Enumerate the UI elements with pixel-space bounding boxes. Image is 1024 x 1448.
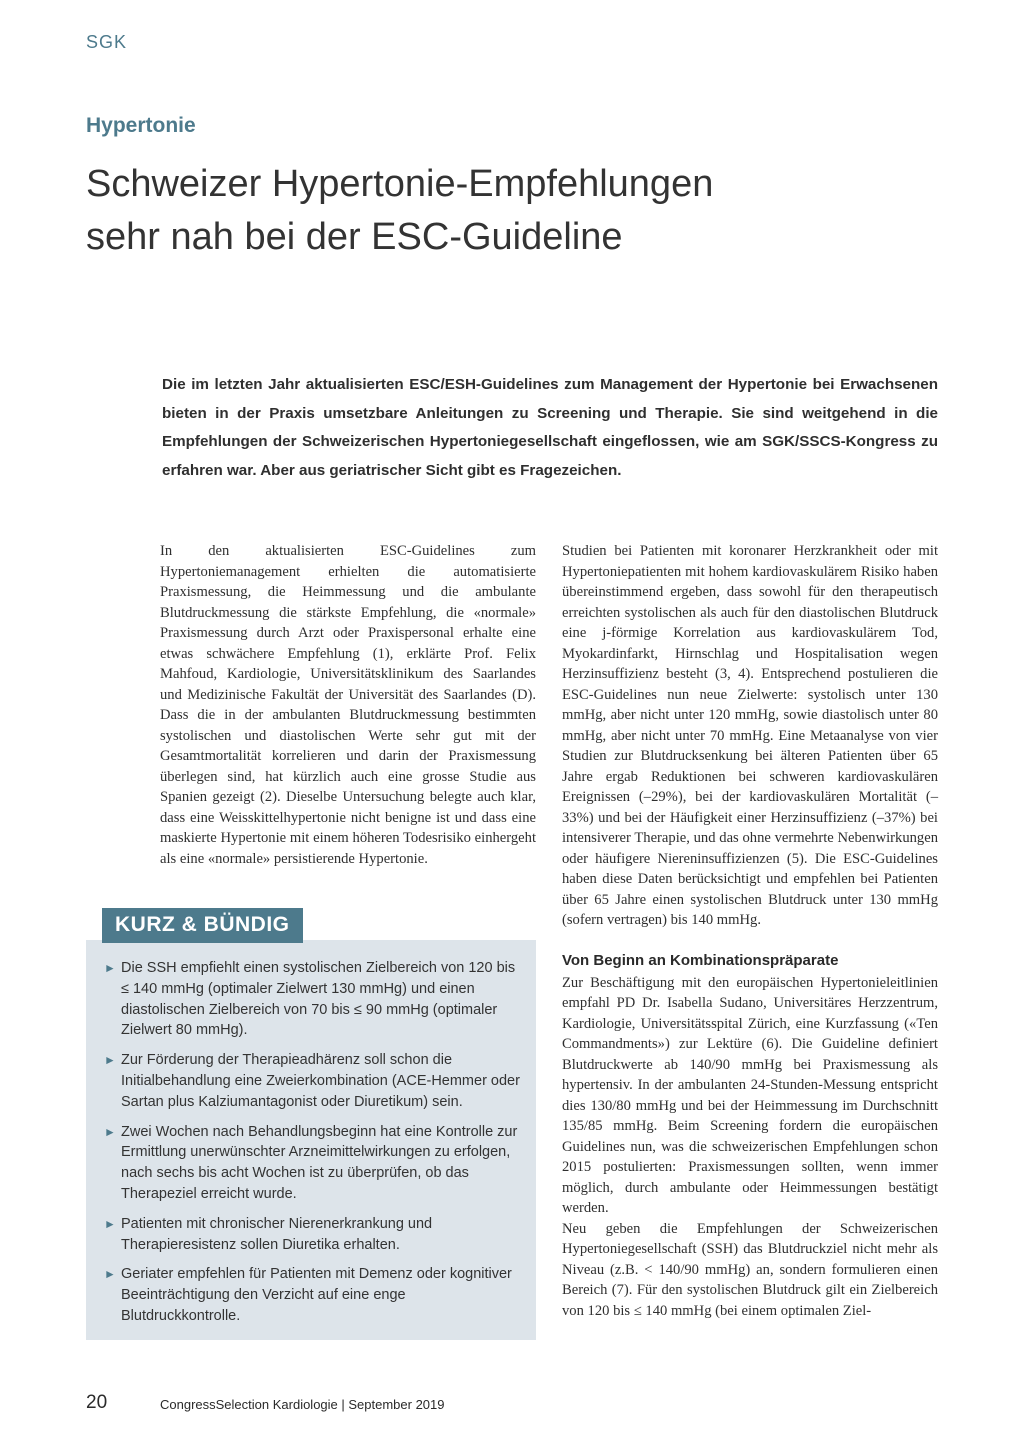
summary-box-label: KURZ & BÜNDIG [102, 908, 303, 943]
triangle-bullet-icon: ► [104, 1267, 116, 1282]
summary-list [104, 958, 524, 1336]
triangle-bullet-icon: ► [104, 1124, 116, 1139]
right-column [562, 541, 938, 1321]
summary-item-text: Die SSH empfiehlt einen systolischen Zielbereich von 120 bis ≤ 140 mmHg (optimaler Zielwert 130 mmHg) und einen diastolischen Zielbereich von 70 bis ≤ 90 mmHg (optimaler Zielwert 80 mmHg). [121, 960, 516, 1039]
page-number: 20 [86, 1392, 108, 1413]
summary-item-text: Patienten mit chronischer Nierenerkrankung und Therapieresistenz sollen Diuretika erhalten. [121, 1215, 433, 1253]
summary-item-text: Geriater empfehlen für Patienten mit Demenz oder kognitiver Beeinträchtigung den Verzicht auf eine enge Blutdruckkontrolle. [121, 1266, 512, 1324]
article-kicker: Hypertonie [86, 114, 196, 137]
summary-item [104, 958, 524, 1041]
article-lead: Die im letzten Jahr aktualisierten ESC/ESH-Guidelines zum Management der Hypertonie bei Erwachsenen bieten in der Praxis umsetzbare Anleitungen zu Screening und Therapie. Sie sind weitgehend in die Empfehlungen der Schweizerischen Hypertoniegesellschaft eingeflossen, wie am SGK/SSCS-Kongress zu erfahren war. Aber aus geriatrischer Sicht gibt es Fragezeichen. [162, 376, 938, 479]
triangle-bullet-icon: ► [104, 1053, 116, 1068]
summary-item [104, 1264, 524, 1326]
publication-footer: CongressSelection Kardiologie | September 2019 [160, 1397, 445, 1412]
left-paragraph: In den aktualisierten ESC-Guidelines zum Hypertoniemanagement erhielten die automatisierte Praxismessung, die Heimmessung und die ambulante Blutdruckmessung die stärkste Empfehlung, die «normale» Praxismessung durch Arzt oder Praxispersonal erhalte eine etwas schwächere Empfehlung (1), erklärte Prof. Felix Mahfoud, Kardiologie, Universitätsklinikum des Saarlandes und Medizinische Fakultät der Universität des Saarlandes (D). Dass die in der ambulanten Blutdruckmessung bestimmten systolischen und diastolischen Werte sehr gut mit der Gesamtmortalität korrelieren und darin der Praxismessung überlegen sind, hat kürzlich auch eine grosse Studie aus Spanien gezeigt (2). Dieselbe Untersuchung belegte auch klar, dass eine Weisskittelhypertonie nicht benigne ist und dass eine maskierte Hypertonie mit einem höheren Todesrisiko einhergeht als eine «normale» persistierende Hypertonie. [160, 543, 536, 867]
title-line-2: sehr nah bei der ESC-Guideline [86, 216, 623, 258]
right-paragraph-2: Zur Beschäftigung mit den europäischen Hypertonieleitlinien empfahl PD Dr. Isabella Sudano, Universitäres Herzzentrum, Kardiologie, Universitätsspital Zürich, eine Kurzfassung («Ten Commandments») zur Lektüre (6). Die Guideline definiert Blutdruckwerte ab 140/90 mmHg bei Praxismessung als hypertensiv. In der ambulanten 24-Stunden-Messung entspricht dies 130/80 mmHg und bei der Heimmessung im Durchschnitt 135/85 mmHg. Beim Screening fordern die europäischen Guidelines nun, was die schweizerischen Empfehlungen schon 2015 postulierten: Praxismessungen sollten, wenn immer möglich, durch ambulante oder Heimmessungen bestätigt werden. [562, 974, 938, 1216]
summary-item [104, 1050, 524, 1112]
section-subheading: Von Beginn an Kombinationspräparate [562, 951, 839, 969]
summary-item-text: Zur Förderung der Therapieadhärenz soll schon die Initialbehandlung eine Zweierkombination (ACE-Hemmer oder Sartan plus Kalziumantagonist oder Diuretikum) sein. [121, 1052, 520, 1110]
triangle-bullet-icon: ► [104, 961, 116, 975]
summary-item-text: Zwei Wochen nach Behandlungsbeginn hat eine Kontrolle zur Ermittlung unerwünschter Arzneimittelwirkungen zu erfolgen, nach sechs bis acht Wochen ist zu überprüfen, ob das Therapeziel erreicht wurde. [121, 1123, 518, 1202]
right-paragraph-1: Studien bei Patienten mit koronarer Herzkrankheit oder mit Hypertoniepatienten mit hohem kardiovaskulärem Risiko haben übereinstimmend ergeben, dass sowohl für den therapeutisch erreichten systolischen als auch für den diastolischen Blutdruck eine j-förmige Korrelation aus kardiovaskulärem Tod, Myokardinfarkt, Hirnschlag und Hospitalisation wegen Herzinsuffizienz besteht (3, 4). Entsprechend postulieren die ESC-Guidelines nun neue Zielwerte: systolisch unter 130 mmHg, aber nicht unter 120 mmHg, sowie diastolisch unter 80 mmHg, aber nicht unter 70 mmHg. Eine Metaanalyse von vier Studien zur Blutdrucksenkung bei älteren Patienten über 65 Jahre ergab Reduktionen bei schweren kardiovaskulären Ereignissen (–29%), bei der kardiovaskulären Mortalität (–33%) und bei der Häufigkeit einer Herzinsuffizienz (–37%) bei intensiverer Therapie, und das ohne vermehrte Nebenwirkungen oder häufigere Niereninsuffizienzen (5). Die ESC-Guidelines haben diese Daten berücksichtigt und empfehlen bei Patienten über 65 Jahre einen systolischen Blutdruck unter 130 mmHg (sofern vertragen) bis 140 mmHg. [562, 543, 938, 928]
article-title [86, 158, 966, 264]
right-paragraph-3: Neu geben die Empfehlungen der Schweizerischen Hypertoniegesellschaft (SSH) das Blutdruckziel nicht mehr als Niveau (z.B. < 140/90 mmHg) an, sondern formulieren einen Bereich (7). Für den systolischen Blutdruck gilt ein Zielbereich von 120 bis ≤ 140 mmHg (bei einem optimalen Ziel- [562, 1220, 938, 1319]
left-column [160, 541, 536, 869]
summary-item [104, 1122, 524, 1205]
title-line-1: Schweizer Hypertonie-Empfehlungen [86, 163, 714, 205]
summary-item [104, 1214, 524, 1256]
triangle-bullet-icon: ► [104, 1216, 116, 1231]
section-tag: SGK [86, 32, 128, 52]
